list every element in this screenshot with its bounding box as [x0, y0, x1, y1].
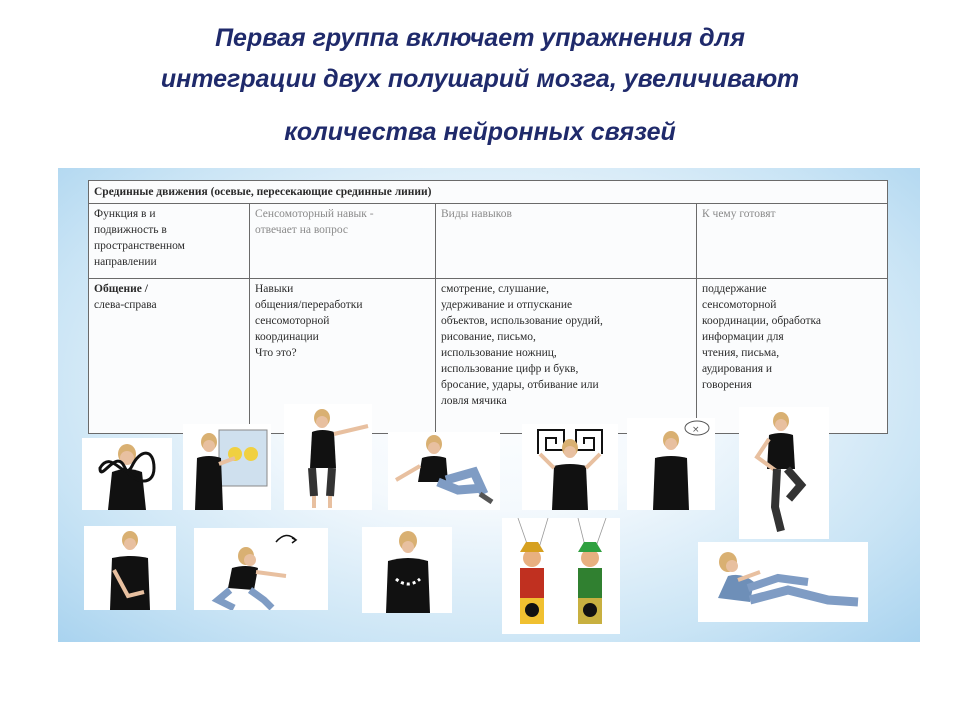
svg-text:×: ×	[692, 425, 700, 435]
table-header: Срединные движения (осевые, пересекающие срединные линии)	[89, 181, 888, 204]
cell-prepares-for: поддержание сенсомоторной координации, обработка информации для чтения, письма, аудирования и говорения	[697, 279, 888, 434]
spiral-drawing-photo	[522, 424, 618, 510]
cell-skill: Навыки общения/переработки сенсомоторной координации Что это?	[250, 279, 436, 434]
column-function: Функция в и подвижность в пространственном направлении	[89, 204, 250, 279]
cross-crawl-sit-photo	[388, 432, 500, 510]
belly-rub-photo	[84, 526, 176, 610]
thinking-cap-photo	[627, 418, 715, 510]
puppets-photo	[502, 518, 620, 634]
table-header-row	[89, 181, 888, 204]
cell-skill-types: смотрение, слушание, удерживание и отпускание объектов, использование орудий, рисование, письмо, использование ножниц, использование цифр и букв, бросание, удары, отбивание или ловля мячика	[436, 279, 697, 434]
slide-title	[60, 18, 900, 153]
table-columns-row	[89, 204, 888, 279]
lazy-eight-photo	[82, 438, 172, 510]
title-line-3: количества нейронных связей	[284, 118, 676, 146]
arm-stretch-photo	[284, 404, 372, 510]
title-line-2: интеграции двух полушарий мозга, увеличивают	[160, 65, 800, 93]
column-skill-types: Виды навыков	[436, 204, 697, 279]
seated-cross-photo	[698, 542, 868, 622]
column-sensorimotor-skill: Сенсомоторный навык - отвечает на вопрос	[250, 204, 436, 279]
smile-shirt-photo	[362, 527, 452, 613]
cell-function: Общение / слева-справа	[89, 279, 250, 434]
title-line-1: Первая группа включает упражнения для	[215, 24, 745, 52]
column-prepares-for: К чему готовят	[697, 204, 888, 279]
cross-crawl-stand-photo	[739, 407, 829, 539]
ball-throw-photo	[194, 528, 328, 610]
midline-movements-table	[88, 180, 888, 434]
drawing-board-photo	[183, 424, 271, 510]
